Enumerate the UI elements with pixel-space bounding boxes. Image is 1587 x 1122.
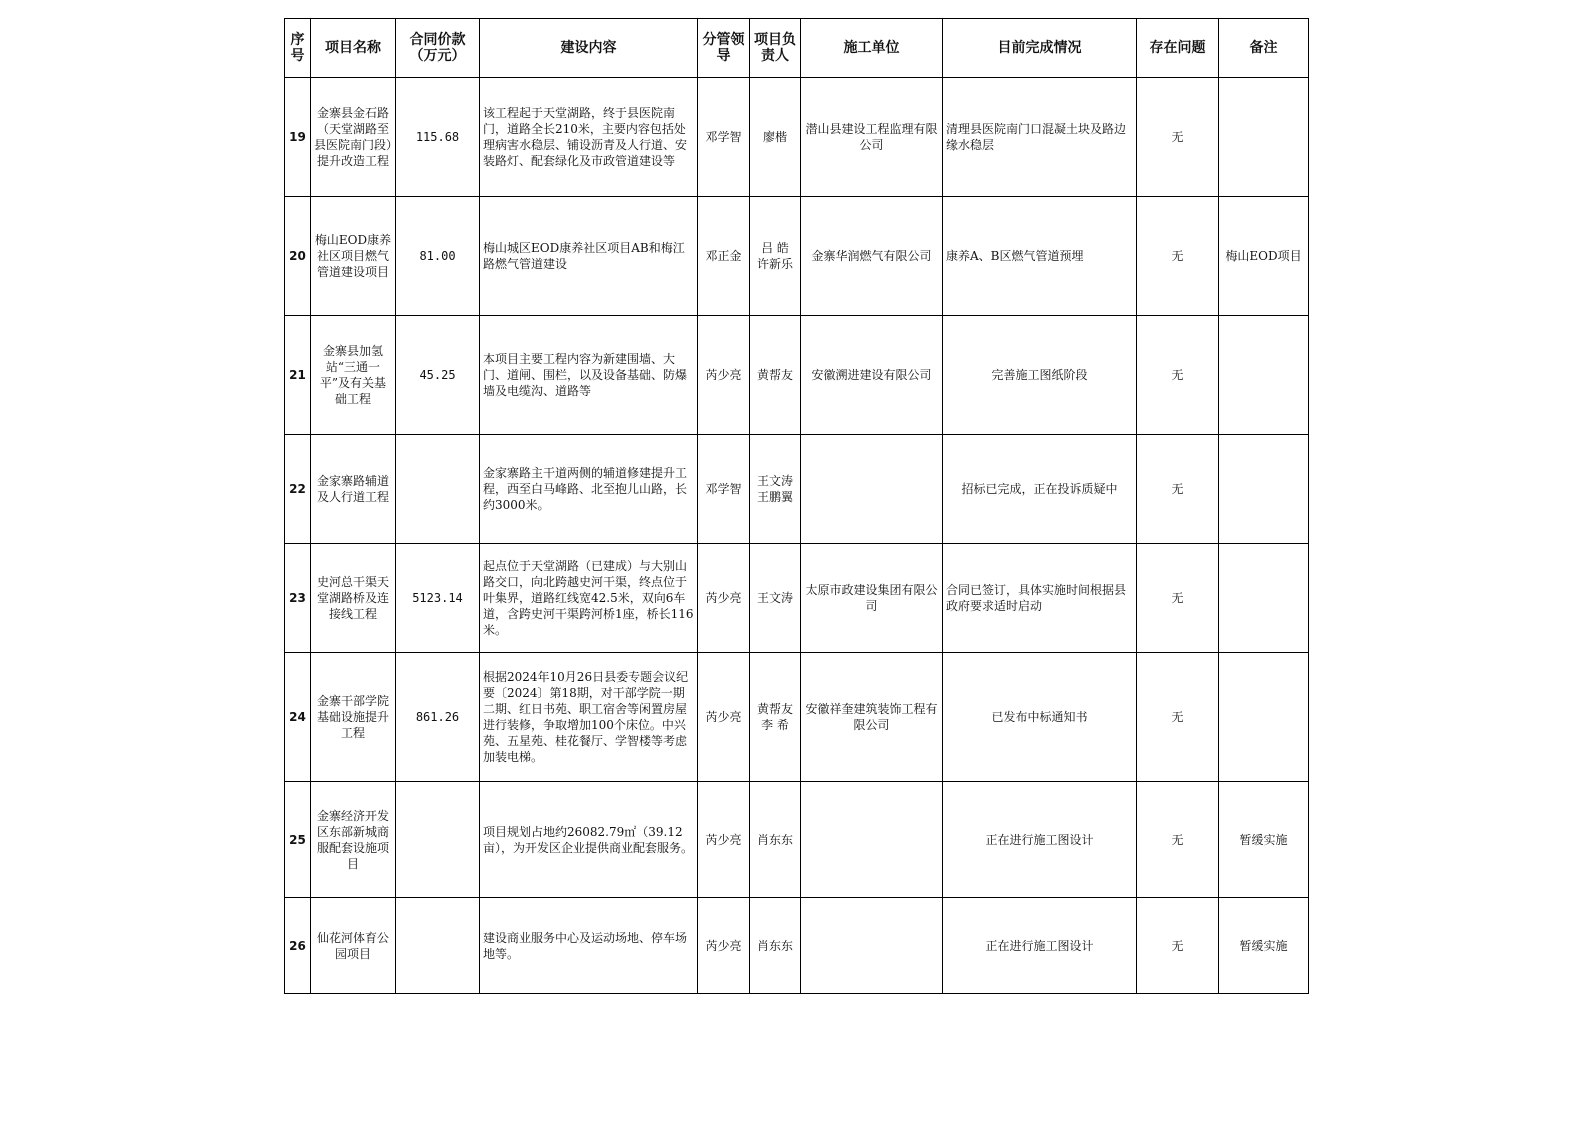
table-row xyxy=(285,544,1309,653)
row-issue: 无 xyxy=(1137,435,1219,544)
row-issue: 无 xyxy=(1137,78,1219,197)
row-leader: 邓正金 xyxy=(698,197,750,316)
row-seq: 26 xyxy=(285,898,311,994)
header-remark: 备注 xyxy=(1219,19,1309,78)
row-builder: 金寨华润燃气有限公司 xyxy=(801,197,943,316)
row-name: 金寨干部学院基础设施提升工程 xyxy=(311,653,396,782)
row-status: 清理县医院南门口混凝土块及路边缘水稳层 xyxy=(943,78,1137,197)
row-status: 正在进行施工图设计 xyxy=(943,898,1137,994)
header-name: 项目名称 xyxy=(311,19,396,78)
row-seq: 25 xyxy=(285,782,311,898)
row-status: 合同已签订，具体实施时间根据县政府要求适时启动 xyxy=(943,544,1137,653)
row-seq: 22 xyxy=(285,435,311,544)
row-price: 5123.14 xyxy=(396,544,480,653)
row-owner: 廖楷 xyxy=(750,78,801,197)
row-status: 招标已完成，正在投诉质疑中 xyxy=(943,435,1137,544)
header-price: 合同价款（万元） xyxy=(396,19,480,78)
row-owner: 黄帮友 李 希 xyxy=(750,653,801,782)
row-owner: 王文涛 xyxy=(750,544,801,653)
row-owner: 肖东东 xyxy=(750,782,801,898)
row-leader: 芮少亮 xyxy=(698,316,750,435)
row-price xyxy=(396,898,480,994)
row-issue: 无 xyxy=(1137,782,1219,898)
row-builder: 安徽溯进建设有限公司 xyxy=(801,316,943,435)
row-issue: 无 xyxy=(1137,197,1219,316)
table-row xyxy=(285,782,1309,898)
row-content: 建设商业服务中心及运动场地、停车场地等。 xyxy=(480,898,698,994)
row-issue: 无 xyxy=(1137,653,1219,782)
table-row xyxy=(285,653,1309,782)
row-status: 完善施工图纸阶段 xyxy=(943,316,1137,435)
row-leader: 邓学智 xyxy=(698,78,750,197)
header-issue: 存在问题 xyxy=(1137,19,1219,78)
row-issue: 无 xyxy=(1137,898,1219,994)
row-content: 该工程起于天堂湖路，终于县医院南门，道路全长210米，主要内容包括处理病害水稳层、铺设沥青及人行道、安装路灯、配套绿化及市政管道建设等 xyxy=(480,78,698,197)
row-issue: 无 xyxy=(1137,544,1219,653)
row-status: 康养A、B区燃气管道预埋 xyxy=(943,197,1137,316)
table-row xyxy=(285,898,1309,994)
row-owner: 黄帮友 xyxy=(750,316,801,435)
row-leader: 邓学智 xyxy=(698,435,750,544)
row-owner: 吕 皓 许新乐 xyxy=(750,197,801,316)
row-issue: 无 xyxy=(1137,316,1219,435)
row-content: 本项目主要工程内容为新建围墙、大门、道闸、围栏，以及设备基础、防爆墙及电缆沟、道路等 xyxy=(480,316,698,435)
header-owner: 项目负责人 xyxy=(750,19,801,78)
row-remark xyxy=(1219,544,1309,653)
row-content: 梅山城区EOD康养社区项目AB和梅江路燃气管道建设 xyxy=(480,197,698,316)
row-builder xyxy=(801,898,943,994)
row-leader: 芮少亮 xyxy=(698,898,750,994)
header-leader: 分管领导 xyxy=(698,19,750,78)
row-price: 115.68 xyxy=(396,78,480,197)
row-name: 梅山EOD康养社区项目燃气管道建设项目 xyxy=(311,197,396,316)
row-builder xyxy=(801,435,943,544)
row-owner: 肖东东 xyxy=(750,898,801,994)
table-row xyxy=(285,197,1309,316)
table-row xyxy=(285,78,1309,197)
row-remark xyxy=(1219,316,1309,435)
row-price: 861.26 xyxy=(396,653,480,782)
row-remark: 暂缓实施 xyxy=(1219,782,1309,898)
row-remark: 暂缓实施 xyxy=(1219,898,1309,994)
row-price xyxy=(396,435,480,544)
row-name: 仙花河体育公园项目 xyxy=(311,898,396,994)
row-leader: 芮少亮 xyxy=(698,544,750,653)
table-row xyxy=(285,316,1309,435)
row-remark: 梅山EOD项目 xyxy=(1219,197,1309,316)
row-name: 金寨县加氢站“三通一平”及有关基础工程 xyxy=(311,316,396,435)
row-content: 根据2024年10月26日县委专题会议纪要〔2024〕第18期，对干部学院一期二期、红日书苑、职工宿舍等闲置房屋进行装修，争取增加100个床位。中兴苑、五星苑、桂花餐厅、学智楼等考虑加装电梯。 xyxy=(480,653,698,782)
row-name: 金家寨路辅道及人行道工程 xyxy=(311,435,396,544)
row-status: 已发布中标通知书 xyxy=(943,653,1137,782)
row-remark xyxy=(1219,78,1309,197)
row-owner: 王文涛 王鹏翼 xyxy=(750,435,801,544)
row-leader: 芮少亮 xyxy=(698,653,750,782)
row-builder: 安徽祥奎建筑装饰工程有限公司 xyxy=(801,653,943,782)
header-content: 建设内容 xyxy=(480,19,698,78)
row-leader: 芮少亮 xyxy=(698,782,750,898)
header-seq: 序号 xyxy=(285,19,311,78)
row-content: 金家寨路主干道两侧的辅道修建提升工程，西至白马峰路、北至抱儿山路，长约3000米。 xyxy=(480,435,698,544)
row-seq: 24 xyxy=(285,653,311,782)
project-table xyxy=(284,18,1309,994)
row-seq: 20 xyxy=(285,197,311,316)
header-row xyxy=(285,19,1309,78)
row-remark xyxy=(1219,435,1309,544)
row-seq: 19 xyxy=(285,78,311,197)
row-name: 史河总干渠天堂湖路桥及连接线工程 xyxy=(311,544,396,653)
row-builder: 太原市政建设集团有限公司 xyxy=(801,544,943,653)
row-price: 45.25 xyxy=(396,316,480,435)
row-name: 金寨经济开发区东部新城商服配套设施项目 xyxy=(311,782,396,898)
table-row xyxy=(285,435,1309,544)
row-content: 项目规划占地约26082.79㎡（39.12亩），为开发区企业提供商业配套服务。 xyxy=(480,782,698,898)
row-seq: 21 xyxy=(285,316,311,435)
row-content: 起点位于天堂湖路（已建成）与大别山路交口，向北跨越史河干渠，终点位于叶集界，道路红线宽42.5米，双向6车道，含跨史河干渠跨河桥1座，桥长116米。 xyxy=(480,544,698,653)
row-price: 81.00 xyxy=(396,197,480,316)
header-status: 目前完成情况 xyxy=(943,19,1137,78)
row-builder: 潜山县建设工程监理有限公司 xyxy=(801,78,943,197)
row-price xyxy=(396,782,480,898)
header-builder: 施工单位 xyxy=(801,19,943,78)
row-name: 金寨县金石路（天堂湖路至县医院南门段）提升改造工程 xyxy=(311,78,396,197)
row-remark xyxy=(1219,653,1309,782)
row-builder xyxy=(801,782,943,898)
row-seq: 23 xyxy=(285,544,311,653)
row-status: 正在进行施工图设计 xyxy=(943,782,1137,898)
